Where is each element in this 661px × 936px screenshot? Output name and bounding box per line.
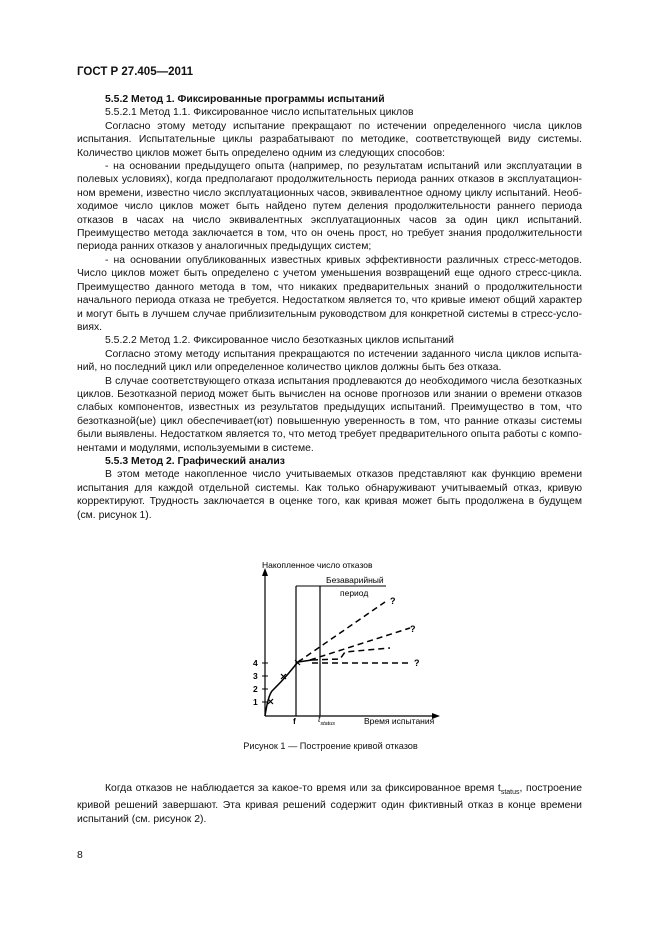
y-tick-2: 2	[253, 684, 258, 694]
period-label-2: период	[340, 588, 369, 598]
section-5522-title: 5.5.2.2 Метод 1.2. Фиксированное число безотказных циклов испытаний	[105, 335, 454, 347]
y-tick-3: 3	[253, 671, 258, 681]
x-axis-label: Время испытания	[364, 716, 435, 726]
x-tick-t: $t_{status}$	[318, 714, 336, 726]
paragraph: В этом методе накопленное число учитываемых отказов представляют как функцию времени испытания для каждой отдельной системы. Как только обнаруживают учитываемый отказ, кривую корректируют. Трудность заключается в оценке того, как кривая может быть продолжена в будущем (см. рисунок 1).	[77, 469, 582, 521]
projection-upper	[298, 602, 385, 662]
failure-curve-figure	[240, 556, 440, 726]
section-5521-title: 5.5.2.1 Метод 1.1. Фиксированное число испытательных циклов	[105, 107, 414, 119]
paragraph: - на основании предыдущего опыта (например, по результатам испытаний или эксплуатации в полевых условиях), когда предполагают продолжительность периода ранних отказов в эксплуатационном времени, известно число эксплуатационных часов, эквивалентное одному циклу испытаний. Необходимое число циклов может быть найдено путем деления продолжительности раннего периода отказов в часах на число эквивалентных эксплуатационных часов за один цикл испытаний. Преимущество метода заключается в том, что он очень прост, но требует знания продолжительности периода ранних отказов у аналогичных предыдущих систем;	[77, 161, 582, 253]
y-tick-1: 1	[253, 697, 258, 707]
section-553-heading: 5.5.3 Метод 2. Графический анализ	[105, 455, 285, 467]
paragraph: Согласно этому методу испытания прекращаются по истечении заданного числа циклов испытаний, но последний цикл или определенное количество циклов должны быть без отказа.	[77, 348, 582, 374]
section-552-heading: 5.5.2 Метод 1. Фиксированные программы испытаний	[105, 94, 385, 105]
y-ticks	[253, 658, 268, 707]
paragraph: Согласно этому методу испытание прекращают по истечении определенного числа циклов испытания. Испытательные циклы разрабатывают по методике, соответствующей виду системы. Количество циклов может быть определено одним из следующих способов:	[77, 120, 582, 159]
document-header: ГОСТ Р 27.405—2011	[77, 66, 194, 78]
figure-caption: Рисунок 1 — Построение кривой отказов	[243, 741, 418, 751]
page-number: 8	[77, 850, 83, 861]
paragraph: Когда отказов не наблюдается за какое-то время или за фиксированное время $t_{status}$, построение кривой решений завершают. Эта кривая решений содержит один фиктивный отказ в конце времени испытаний (см. рисунок 2).	[77, 783, 582, 825]
failure-curve	[265, 660, 312, 716]
question-mark-3: ?	[414, 658, 420, 668]
paragraph: - на основании опубликованных известных кривых эффективности различных стресс-методов. Число циклов может быть определено с учетом уменьшения возвращений еще одного стресс-цикла. Преимущество данного метода в том, что никаких предварительных знаний о продолжительности начального периода отказа не требуется. Недостатком является то, что кривые имеют общий характер и могут быть в лучшем случае приблизительным руководством для конкретной системы в стресс-условиях.	[77, 254, 582, 333]
failure-markers	[268, 660, 300, 704]
paragraph: В случае соответствующего отказа испытания продлеваются до необходимого числа безотказных циклов. Безотказной период может быть вычислен на основе прогнозов или знании о времени отказов слабых компонентов, известных из результатов предыдущих испытаний. Преимущество в том, что безотказной(ые) цикл обеспечивает(ют) повышенную уверенность в том, что ранние отказы системы были выявлены. Недостатком является то, что метод требует предварительного опыта работы с компонентами и модулями, используемыми в системе.	[77, 375, 582, 454]
main-text	[77, 93, 582, 522]
projection-lower-step	[312, 648, 390, 660]
question-mark-1: ?	[390, 596, 396, 606]
question-mark-2: ?	[410, 624, 416, 634]
period-label-1: Безаварийный	[326, 575, 384, 585]
after-text	[77, 782, 582, 826]
x-tick-f: f	[293, 716, 296, 726]
y-tick-4: 4	[253, 658, 258, 668]
y-axis-label: Накопленное число отказов	[262, 560, 373, 570]
